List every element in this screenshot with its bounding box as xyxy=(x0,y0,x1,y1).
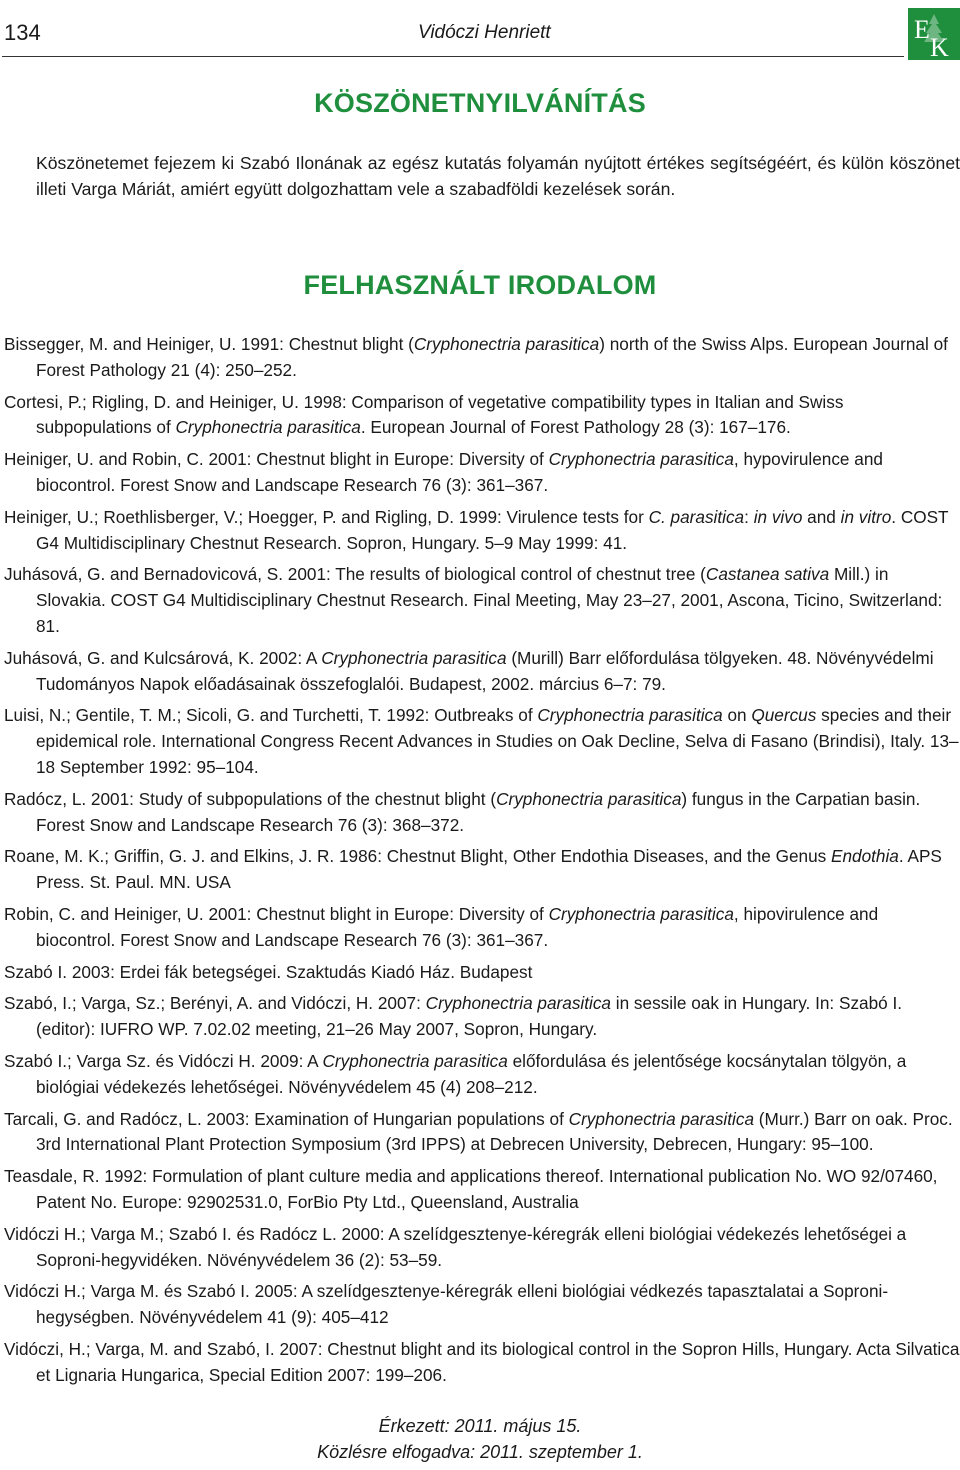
reference-text: species and their epidemical role. International Congress Recent Advances in Studies on Oak Decline, Selva di Fasano (Brindisi), Italy. 13–18 September 1992: 95–104. xyxy=(36,705,959,777)
reference-text: . European Journal of Forest Pathology 28 (3): 167–176. xyxy=(360,417,791,438)
reference-text: Juhásová, G. and Bernadovicová, S. 2001: The results of biological control of chestnut tree ( xyxy=(4,564,706,585)
reference-text: Bissegger, M. and Heiniger, U. 1991: Chestnut blight ( xyxy=(4,334,414,354)
reference-item xyxy=(4,1049,960,1101)
running-author: Vidóczi Henriett xyxy=(418,22,551,43)
reference-text: előfordulása és jelentősége kocsánytalan tölgyön, a biológiai védekezés lehetőségei. Növényvédelem 45 (4) 208–212. xyxy=(36,1050,907,1097)
reference-text: ) fungus in the Carpatian basin. Forest Snow and Landscape Research 76 (3): 368–372. xyxy=(36,788,921,835)
reference-item xyxy=(4,902,960,954)
reference-text: Vidóczi, H.; Varga, M. and Szabó, I. 2007: Chestnut blight and its biological control in the Sopron Hills, Hungary. Acta Silvatica et Lignaria Hungarica, Special Edition 2007: 199–206. xyxy=(4,1338,960,1385)
reference-italic-text: in vitro xyxy=(840,506,892,527)
reference-item xyxy=(4,703,960,780)
reference-text: Szabó I.; Varga Sz. és Vidóczi H. 2009: A xyxy=(4,1050,323,1071)
reference-italic-text: Castanea sativa xyxy=(705,564,830,585)
reference-text: Radócz, L. 2001: Study of subpopulations of the chestnut blight ( xyxy=(4,788,497,809)
reference-item xyxy=(4,991,960,1043)
reference-italic-text: Cryphonectria parasitica xyxy=(322,1050,508,1071)
reference-item xyxy=(4,960,960,986)
reference-italic-text: Cryphonectria parasitica xyxy=(425,993,611,1014)
reference-text: . APS Press. St. Paul. MN. USA xyxy=(36,846,942,893)
logo-letter-e: E xyxy=(914,15,930,44)
references-title: FELHASZNÁLT IRODALOM xyxy=(303,270,657,300)
reference-italic-text: Cryphonectria parasitica xyxy=(321,647,507,668)
header-rule xyxy=(2,56,904,57)
ek-logo-icon xyxy=(908,8,960,60)
reference-text: Vidóczi H.; Varga M.; Szabó I. és Radócz L. 2000: A szelídgesztenye-kéregrák elleni biológiai védekezés lehetőségei a Soproni-hegyvidéken. Növényvédelem 36 (2): 53–59. xyxy=(4,1223,907,1270)
reference-text: . COST G4 Multidisciplinary Chestnut Research. Sopron, Hungary. 5–9 May 1999: 41. xyxy=(36,506,949,553)
reference-text: , hypovirulence and biocontrol. Forest Snow and Landscape Research 76 (3): 361–367. xyxy=(36,449,883,495)
accepted-date: Közlésre elfogadva: 2011. szeptember 1. xyxy=(317,1442,643,1462)
reference-text: Juhásová, G. and Kulcsárová, K. 2002: A xyxy=(4,647,322,668)
reference-italic-text: Cryphonectria parasitica xyxy=(548,903,734,924)
reference-text: Tarcali, G. and Radócz, L. 2003: Examination of Hungarian populations of xyxy=(4,1108,569,1129)
reference-item xyxy=(4,390,960,442)
received-date: Érkezett: 2011. május 15. xyxy=(378,1416,582,1436)
reference-text: Szabó I. 2003: Erdei fák betegségei. Szaktudás Kiadó Ház. Budapest xyxy=(4,961,533,982)
page-number: 134 xyxy=(4,20,41,45)
reference-item xyxy=(4,1279,960,1331)
reference-italic-text: Cryphonectria parasitica xyxy=(175,417,361,438)
reference-italic-text: Endothia xyxy=(831,846,899,867)
reference-italic-text: C. parasitica xyxy=(648,506,745,527)
reference-text: Roane, M. K.; Griffin, G. J. and Elkins, J. R. 1986: Chestnut Blight, Other Endothia Diseases, and the Genus xyxy=(4,846,832,867)
reference-italic-text: Cryphonectria parasitica xyxy=(568,1108,754,1129)
reference-text: Teasdale, R. 1992: Formulation of plant culture media and applications thereof. International publication No. WO 92/07460, Patent No. Europe: 92902531.0, ForBio Pty Ltd., Queensland, Australia xyxy=(4,1166,938,1212)
reference-italic-text: in vivo xyxy=(753,506,803,527)
reference-text: Heiniger, U. and Robin, C. 2001: Chestnut blight in Europe: Diversity of xyxy=(4,449,549,470)
reference-item xyxy=(4,844,960,896)
reference-italic-text: Cryphonectria parasitica xyxy=(537,705,723,726)
reference-item xyxy=(4,1222,960,1274)
reference-text: (Murill) Barr előfordulása tölgyeken. 48. Növényvédelmi Tudományos Napok előadásainak összefoglalói. Budapest, 2002. március 6–7: 79. xyxy=(36,647,934,694)
reference-text: in sessile oak in Hungary. In: Szabó I. (editor): IUFRO WP. 7.02.02 meeting, 21–26 May 2007, Sopron, Hungary. xyxy=(36,993,903,1040)
reference-item xyxy=(4,1164,960,1216)
reference-text: , hipovirulence and biocontrol. Forest Snow and Landscape Research 76 (3): 361–367. xyxy=(36,903,879,950)
reference-italic-text: Cryphonectria parasitica xyxy=(548,449,734,470)
reference-text: Robin, C. and Heiniger, U. 2001: Chestnut blight in Europe: Diversity of xyxy=(4,903,549,924)
reference-text: ) north of the Swiss Alps. European Journal of Forest Pathology 21 (4): 250–252. xyxy=(36,334,948,380)
reference-italic-text: Quercus xyxy=(751,705,817,726)
page-header xyxy=(0,0,960,70)
reference-item xyxy=(4,562,960,639)
reference-item xyxy=(4,447,960,499)
reference-item xyxy=(4,646,960,698)
reference-text: Cortesi, P.; Rigling, D. and Heiniger, U. 1998: Comparison of vegetative compatibility types in Italian and Swiss subpopulations of xyxy=(4,391,844,438)
reference-item xyxy=(4,1337,960,1389)
reference-item xyxy=(4,787,960,839)
reference-text: on xyxy=(722,705,752,726)
journal-logo xyxy=(908,8,960,60)
logo-letter-k: K xyxy=(930,33,949,60)
reference-text: : xyxy=(744,506,754,527)
reference-item xyxy=(4,1107,960,1159)
reference-item xyxy=(4,332,960,384)
acknowledgements-title: KÖSZÖNETNYILVÁNÍTÁS xyxy=(314,88,646,118)
reference-item xyxy=(4,505,960,557)
reference-text: Heiniger, U.; Roethlisberger, V.; Hoegger, P. and Rigling, D. 1999: Virulence tests for xyxy=(4,506,649,527)
reference-text: Luisi, N.; Gentile, T. M.; Sicoli, G. and Turchetti, T. 1992: Outbreaks of xyxy=(4,705,538,726)
acknowledgements-text: Köszönetemet fejezem ki Szabó Ilonának az egész kutatás folyamán nyújtott értékes segítségéért, és külön köszönet illeti Varga Máriát, amiért együtt dolgozhattam vele a szabadföldi kezelések során. xyxy=(36,153,960,199)
reference-text: Szabó, I.; Varga, Sz.; Berényi, A. and Vidóczi, H. 2007: xyxy=(4,993,426,1014)
reference-italic-text: Cryphonectria parasitica xyxy=(496,788,682,809)
reference-text: Vidóczi H.; Varga M. és Szabó I. 2005: A szelídgesztenye-kéregrák elleni biológiai védkezés tapasztalatai a Soproni-hegységben. Növényvédelem 41 (9): 405–412 xyxy=(4,1281,889,1328)
reference-text: (Murr.) Barr on oak. Proc. 3rd International Plant Protection Symposium (3rd IPPS) at Debrecen University, Debrecen, Hungary: 95–100. xyxy=(36,1108,953,1155)
reference-list xyxy=(4,332,960,1394)
reference-italic-text: Cryphonectria parasitica xyxy=(413,334,600,354)
reference-text: Mill.) in Slovakia. COST G4 Multidisciplinary Chestnut Research. Final Meeting, May 23–27, 2001, Ascona, Ticino, Switzerland: 81. xyxy=(36,564,943,636)
reference-text: and xyxy=(802,506,841,527)
